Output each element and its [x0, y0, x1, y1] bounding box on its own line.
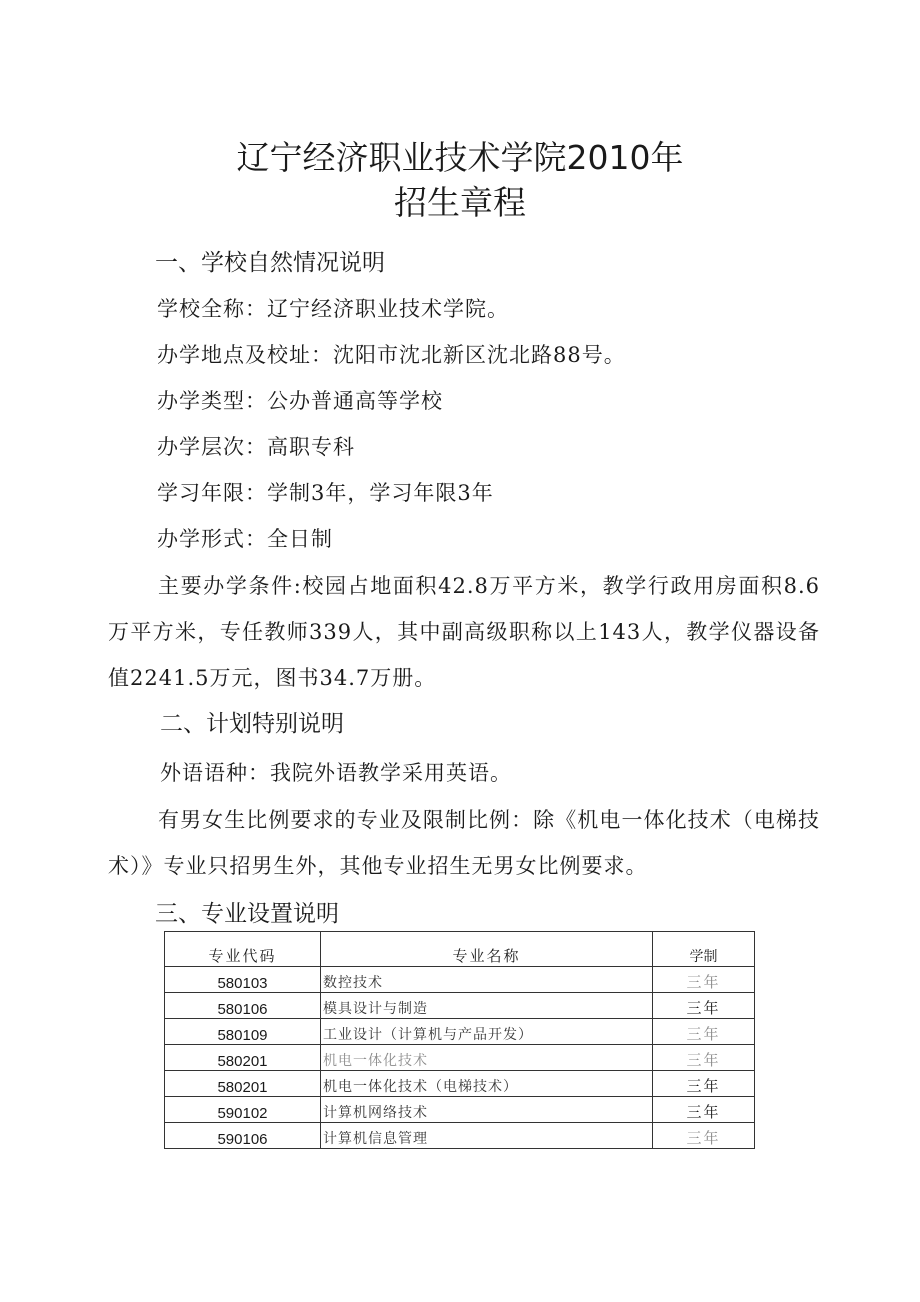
major-name: 模具设计与制造	[321, 993, 653, 1019]
major-duration: 三年	[653, 993, 755, 1019]
table-row	[165, 1097, 755, 1123]
header-duration: 学制	[653, 932, 755, 967]
table-row	[165, 967, 755, 993]
school-form: 办学形式：全日制	[157, 527, 333, 551]
major-name: 计算机网络技术	[321, 1097, 653, 1123]
major-name: 工业设计（计算机与产品开发）	[321, 1019, 653, 1045]
table-row	[165, 1019, 755, 1045]
table-row	[165, 993, 755, 1019]
section1-heading: 一、学校自然情况说明	[155, 250, 385, 276]
section2-heading: 二、计划特别说明	[160, 711, 344, 737]
header-code: 专业代码	[165, 932, 321, 967]
major-code: 590106	[165, 1123, 321, 1149]
school-level: 办学层次：高职专科	[157, 435, 355, 459]
major-code: 580201	[165, 1045, 321, 1071]
study-duration: 学习年限：学制3年，学习年限3年	[157, 481, 494, 505]
major-name: 计算机信息管理	[321, 1123, 653, 1149]
major-name: 机电一体化技术	[321, 1045, 653, 1071]
gender-ratio-note: 有男女生比例要求的专业及限制比例：除《机电一体化技术（电梯技术）》专业只招男生外，其他专业招生无男女比例要求。	[108, 808, 820, 878]
table-row	[165, 1123, 755, 1149]
major-code: 580201	[165, 1071, 321, 1097]
school-type: 办学类型：公办普通高等学校	[157, 389, 443, 413]
section3-heading: 三、专业设置说明	[155, 901, 339, 927]
school-full-name: 学校全称：辽宁经济职业技术学院。	[157, 297, 509, 321]
document-title: 辽宁经济职业技术学院2010年	[236, 138, 684, 177]
majors-table	[164, 931, 755, 1149]
major-duration: 三年	[653, 1045, 755, 1071]
major-duration: 三年	[653, 967, 755, 993]
table-row	[165, 1045, 755, 1071]
major-code: 580109	[165, 1019, 321, 1045]
school-address: 办学地点及校址：沈阳市沈北新区沈北路88号。	[157, 343, 626, 367]
major-duration: 三年	[653, 1123, 755, 1149]
major-duration: 三年	[653, 1019, 755, 1045]
major-duration: 三年	[653, 1071, 755, 1097]
major-name: 数控技术	[321, 967, 653, 993]
major-code: 590102	[165, 1097, 321, 1123]
foreign-language-note: 外语语种：我院外语教学采用英语。	[160, 761, 512, 785]
header-name: 专业名称	[321, 932, 653, 967]
major-code: 580106	[165, 993, 321, 1019]
major-name: 机电一体化技术（电梯技术）	[321, 1071, 653, 1097]
table-row	[165, 1071, 755, 1097]
school-conditions: 主要办学条件:校园占地面积42.8万平方米，教学行政用房面积8.6万平方米，专任教师339人，其中副高级职称以上143人，教学仪器设备值2241.5万元，图书34.7万册。	[108, 574, 820, 690]
table-header-row	[165, 932, 755, 967]
major-duration: 三年	[653, 1097, 755, 1123]
document-subtitle: 招生章程	[394, 183, 526, 222]
major-code: 580103	[165, 967, 321, 993]
